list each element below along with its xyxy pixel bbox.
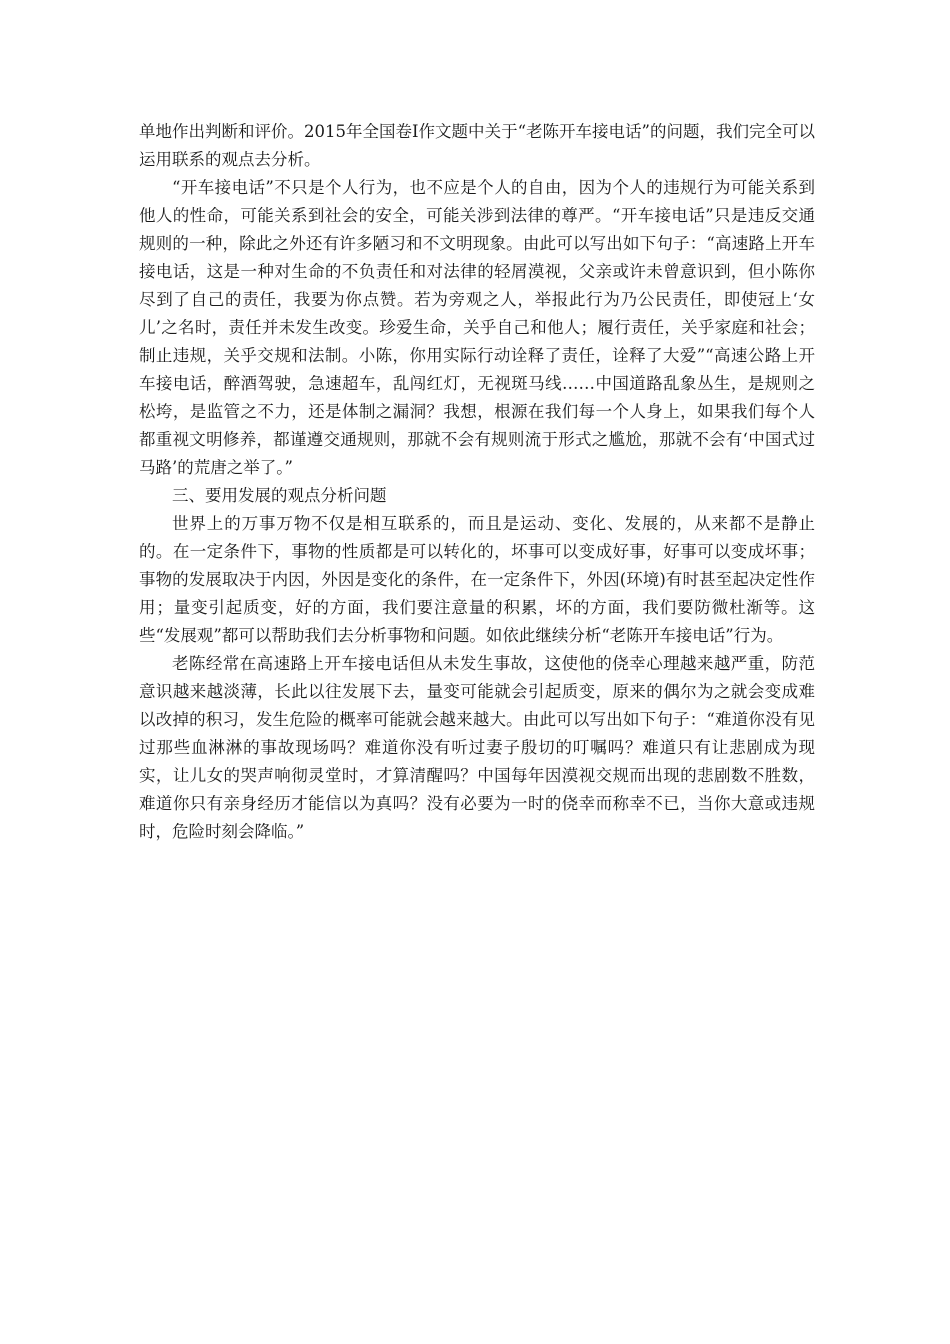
- document-body: [139, 118, 815, 846]
- section-heading-development: 三、要用发展的观点分析问题: [172, 486, 387, 505]
- paragraph-continuation: 单地作出判断和评价。2015年全国卷Ⅰ作文题中关于“老陈开车接电话”的问题，我们完全可以运用联系的观点去分析。: [139, 122, 815, 169]
- paragraph-connection-analysis: “开车接电话”不只是个人行为，也不应是个人的自由，因为个人的违规行为可能关系到他人的性命，可能关系到社会的安全，可能关涉到法律的尊严。“开车接电话”只是违反交通规则的一种，除此之外还有许多陋习和不文明现象。由此可以写出如下句子：“高速路上开车接电话，这是一种对生命的不负责任和对法律的轻屑漠视，父亲或许未曾意识到，但小陈你尽到了自己的责任，我要为你点赞。若为旁观之人，举报此行为乃公民责任，即使冠上‘女儿’之名时，责任并未发生改变。珍爱生命，关乎自己和他人；履行责任，关乎家庭和社会；制止违规，关乎交规和法制。小陈，你用实际行动诠释了责任，诠释了大爱”“高速公路上开车接电话，醉酒驾驶，急速超车，乱闯红灯，无视斑马线……中国道路乱象丛生，是规则之松垮，是监管之不力，还是体制之漏洞？我想，根源在我们每一个人身上，如果我们每个人都重视文明修养，都谨遵交通规则，那就不会有规则流于形式之尴尬，那就不会有‘中国式过马路’的荒唐之举了。”: [139, 178, 815, 477]
- paragraph-development-example: 老陈经常在高速路上开车接电话但从未发生事故，这使他的侥幸心理越来越严重，防范意识越来越淡薄，长此以往发展下去，量变可能就会引起质变，原来的偶尔为之就会变成难以改掉的积习，发生危险的概率可能就会越来越大。由此可以写出如下句子：“难道你没有见过那些血淋淋的事故现场吗？难道你没有听过妻子殷切的叮嘱吗？难道只有让悲剧成为现实，让儿女的哭声响彻灵堂时，才算清醒吗？中国每年因漠视交规而出现的悲剧数不胜数，难道你只有亲身经历才能信以为真吗？没有必要为一时的侥幸而称幸不已，当你大意或违规时，危险时刻会降临。”: [139, 654, 815, 841]
- paragraph-development-view: 世界上的万事万物不仅是相互联系的，而且是运动、变化、发展的，从来都不是静止的。在一定条件下，事物的性质都是可以转化的，坏事可以变成好事，好事可以变成坏事；事物的发展取决于内因，外因是变化的条件，在一定条件下，外因(环境)有时甚至起决定性作用；量变引起质变，好的方面，我们要注意量的积累，坏的方面，我们要防微杜渐等。这些“发展观”都可以帮助我们去分析事物和问题。如依此继续分析“老陈开车接电话”行为。: [139, 514, 815, 645]
